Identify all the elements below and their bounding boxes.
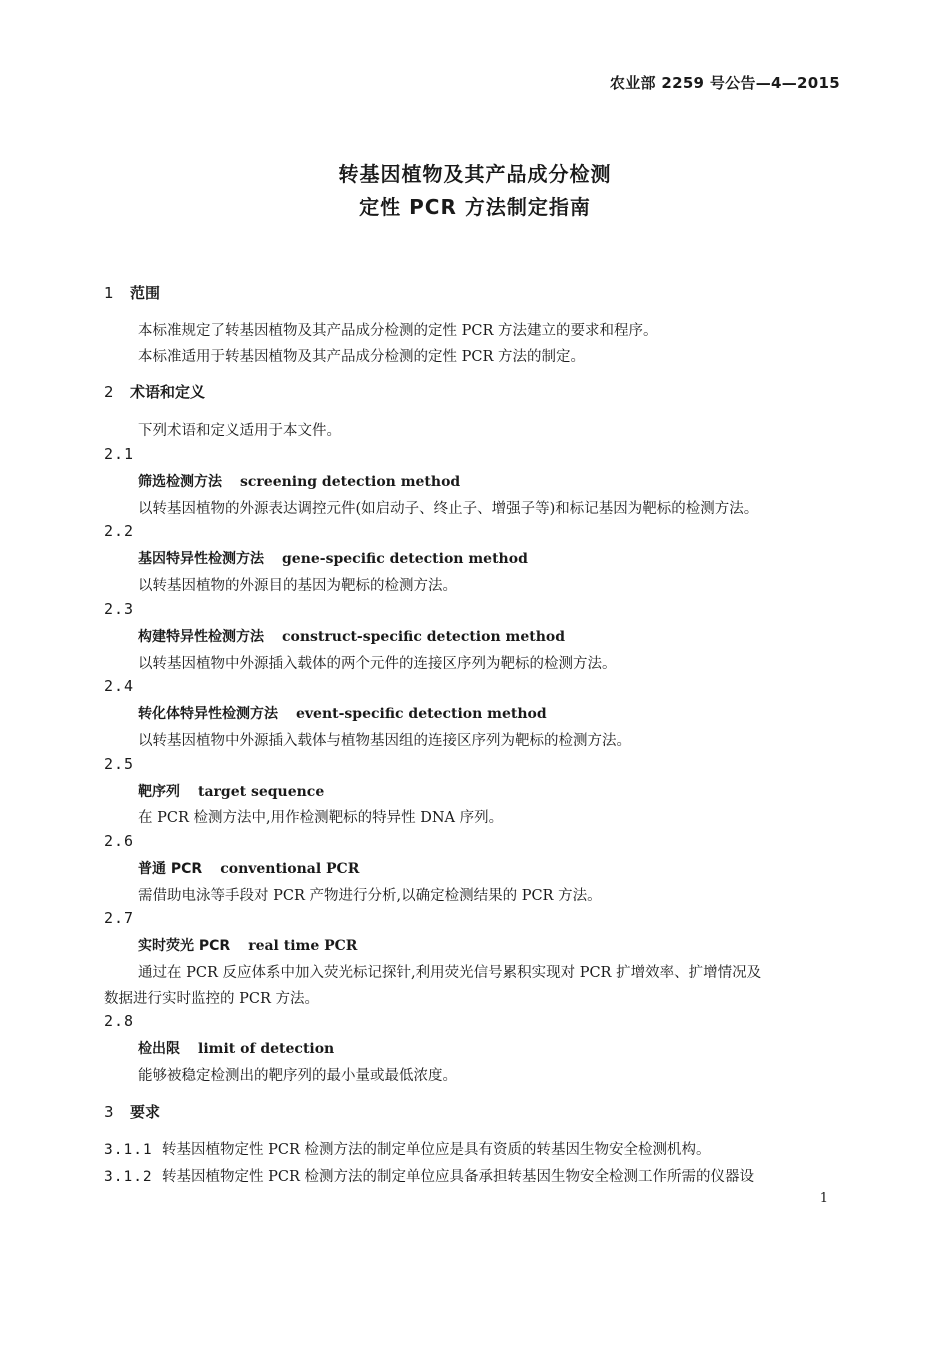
- requirement-item: [104, 1138, 710, 1159]
- term-zh: 普通 PCR: [138, 861, 203, 877]
- terms-intro: 下列术语和定义适用于本文件。: [138, 423, 341, 439]
- term-definition: 以转基因植物的外源表达调控元件(如启动子、终止子、增强子等)和标记基因为靶标的检测方法。: [138, 501, 759, 517]
- requirement-number: 3.1.2: [104, 1169, 153, 1185]
- term-zh: 实时荧光 PCR: [138, 938, 231, 954]
- term-heading: [138, 626, 565, 646]
- section-number: 2: [104, 383, 114, 401]
- requirement-text: 转基因植物定性 PCR 检测方法的制定单位应是具有资质的转基因生物安全检测机构。: [162, 1142, 711, 1158]
- term-definition: 以转基因植物的外源目的基因为靶标的检测方法。: [138, 578, 457, 594]
- term-heading: [138, 858, 359, 878]
- title-line-1: 转基因植物及其产品成分检测: [338, 162, 612, 186]
- term-number: 2.4: [104, 677, 135, 695]
- term-en: construct-specific detection method: [282, 629, 566, 645]
- section-number: 3: [104, 1103, 114, 1121]
- term-heading: [138, 781, 324, 801]
- section-2-heading: [104, 381, 205, 402]
- term-number: 2.3: [104, 600, 135, 618]
- term-definition-continued: 数据进行实时监控的 PCR 方法。: [104, 991, 319, 1007]
- section-1-heading: [104, 282, 160, 303]
- document-number: 农业部 2259 号公告—4—2015: [609, 74, 840, 92]
- term-heading: [138, 471, 460, 491]
- section-name: 要求: [130, 1103, 161, 1121]
- term-number: 2.5: [104, 755, 135, 773]
- requirement-item: [104, 1165, 754, 1186]
- term-number: 2.8: [104, 1012, 135, 1030]
- page-number: 1: [819, 1191, 828, 1206]
- term-heading: [138, 1038, 334, 1058]
- term-en: event-specific detection method: [296, 706, 547, 722]
- term-en: limit of detection: [198, 1041, 335, 1057]
- term-heading: [138, 935, 357, 955]
- term-en: conventional PCR: [220, 861, 360, 877]
- term-zh: 转化体特异性检测方法: [138, 706, 278, 722]
- term-heading: [138, 703, 547, 723]
- title-line-2: 定性 PCR 方法制定指南: [359, 195, 591, 219]
- term-definition: 通过在 PCR 反应体系中加入荧光标记探针,利用荧光信号累积实现对 PCR 扩增效率、扩增情况及: [138, 965, 762, 981]
- section-3-heading: [104, 1101, 160, 1122]
- term-en: target sequence: [198, 784, 325, 800]
- requirement-number: 3.1.1: [104, 1142, 153, 1158]
- term-definition: 以转基因植物中外源插入载体的两个元件的连接区序列为靶标的检测方法。: [138, 656, 617, 672]
- term-definition: 在 PCR 检测方法中,用作检测靶标的特异性 DNA 序列。: [138, 810, 504, 826]
- term-en: screening detection method: [240, 474, 461, 490]
- term-number: 2.7: [104, 909, 135, 927]
- term-heading: [138, 548, 528, 568]
- term-number: 2.2: [104, 522, 135, 540]
- requirement-text: 转基因植物定性 PCR 检测方法的制定单位应具备承担转基因生物安全检测工作所需的仪器设: [162, 1169, 754, 1185]
- term-definition: 以转基因植物中外源插入载体与植物基因组的连接区序列为靶标的检测方法。: [138, 733, 631, 749]
- scope-paragraph-2: 本标准适用于转基因植物及其产品成分检测的定性 PCR 方法的制定。: [138, 349, 585, 365]
- term-number: 2.1: [104, 445, 135, 463]
- term-zh: 构建特异性检测方法: [138, 629, 264, 645]
- term-definition: 需借助电泳等手段对 PCR 产物进行分析,以确定检测结果的 PCR 方法。: [138, 888, 602, 904]
- term-number: 2.6: [104, 832, 135, 850]
- section-number: 1: [104, 284, 114, 302]
- section-name: 术语和定义: [130, 383, 206, 401]
- term-en: real time PCR: [248, 938, 358, 954]
- scope-paragraph-1: 本标准规定了转基因植物及其产品成分检测的定性 PCR 方法建立的要求和程序。: [138, 323, 658, 339]
- term-zh: 靶序列: [138, 784, 180, 800]
- term-zh: 检出限: [138, 1041, 180, 1057]
- term-definition: 能够被稳定检测出的靶序列的最小量或最低浓度。: [138, 1068, 457, 1084]
- section-name: 范围: [130, 284, 161, 302]
- term-zh: 基因特异性检测方法: [138, 551, 264, 567]
- term-zh: 筛选检测方法: [138, 474, 222, 490]
- term-en: gene-specific detection method: [282, 551, 528, 567]
